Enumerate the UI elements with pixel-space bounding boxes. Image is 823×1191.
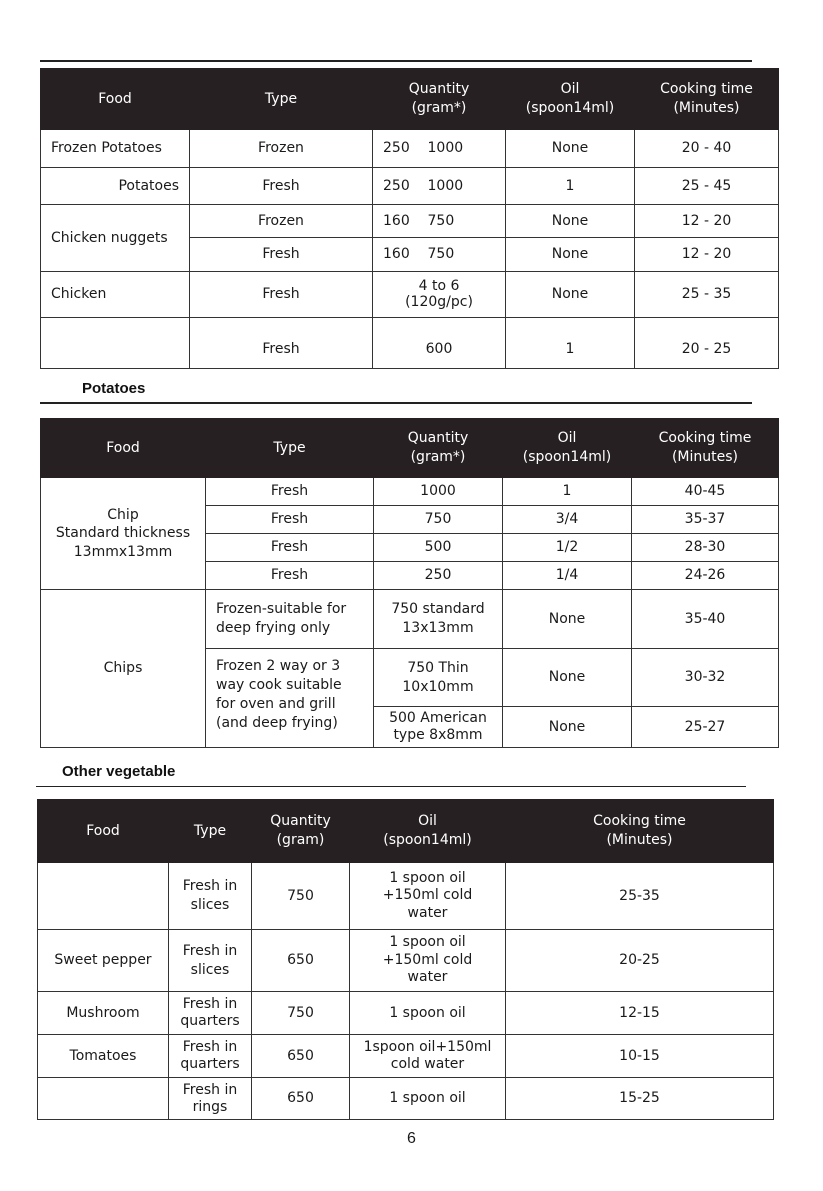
table-row bbox=[38, 863, 774, 930]
table-row bbox=[41, 168, 779, 205]
table-row bbox=[41, 130, 779, 168]
top-rule bbox=[40, 60, 752, 62]
type-cell: Fresh bbox=[190, 238, 373, 272]
quantity-cell: 650 bbox=[252, 1035, 350, 1078]
type-cell: Fresh in rings bbox=[169, 1078, 252, 1120]
time-cell: 25 - 45 bbox=[635, 168, 779, 205]
table-row bbox=[41, 590, 779, 649]
quantity-cell: 650 bbox=[252, 1078, 350, 1120]
table-potatoes bbox=[40, 418, 779, 748]
oil-cell: None bbox=[506, 205, 635, 238]
quantity-cell: 600 bbox=[373, 318, 506, 369]
oil-cell: None bbox=[506, 238, 635, 272]
time-cell: 24-26 bbox=[632, 562, 779, 590]
time-cell: 28-30 bbox=[632, 534, 779, 562]
oil-cell: None bbox=[503, 707, 632, 748]
time-cell: 20 - 25 bbox=[635, 318, 779, 369]
quantity-cell: 4 to 6 (120g/pc) bbox=[373, 272, 506, 318]
table-row bbox=[38, 930, 774, 992]
oil-cell: None bbox=[503, 649, 632, 707]
section-title-other-vegetable: Other vegetable bbox=[62, 763, 176, 780]
time-cell: 12 - 20 bbox=[635, 205, 779, 238]
type-cell: Frozen bbox=[190, 130, 373, 168]
section-rule bbox=[36, 786, 746, 787]
type-cell: Fresh bbox=[190, 318, 373, 369]
oil-cell: 1 spoon oil +150ml cold water bbox=[350, 863, 506, 930]
oil-cell: 1 bbox=[506, 318, 635, 369]
food-cell bbox=[38, 1078, 169, 1120]
header-type: Type bbox=[206, 419, 374, 478]
oil-cell: 1 spoon oil bbox=[350, 1078, 506, 1120]
quantity-cell: 250 bbox=[374, 562, 503, 590]
oil-cell: None bbox=[506, 272, 635, 318]
table-other-vegetable bbox=[37, 799, 774, 1120]
quantity-cell: 650 bbox=[252, 930, 350, 992]
time-cell: 12-15 bbox=[506, 992, 774, 1035]
table-row bbox=[38, 1078, 774, 1120]
table-row bbox=[38, 1035, 774, 1078]
type-cell: Frozen-suitable for deep frying only bbox=[206, 590, 374, 649]
quantity-cell: 500 bbox=[374, 534, 503, 562]
time-cell: 15-25 bbox=[506, 1078, 774, 1120]
header-quantity: Quantity (gram*) bbox=[374, 419, 503, 478]
table-fries-chicken bbox=[40, 68, 779, 369]
header-food: Food bbox=[38, 800, 169, 863]
time-cell: 40-45 bbox=[632, 478, 779, 506]
table-header-row bbox=[41, 419, 779, 478]
quantity-cell: 750 bbox=[252, 863, 350, 930]
oil-cell: 1spoon oil+150ml cold water bbox=[350, 1035, 506, 1078]
header-type: Type bbox=[169, 800, 252, 863]
table-header-row bbox=[41, 69, 779, 130]
food-cell: Chip Standard thickness 13mmx13mm bbox=[41, 478, 206, 590]
type-cell: Fresh in slices bbox=[169, 863, 252, 930]
type-cell: Fresh bbox=[206, 562, 374, 590]
type-cell: Fresh in quarters bbox=[169, 1035, 252, 1078]
table-row bbox=[41, 318, 779, 369]
food-cell: Sweet pepper bbox=[38, 930, 169, 992]
oil-cell: None bbox=[503, 590, 632, 649]
time-cell: 25-27 bbox=[632, 707, 779, 748]
table-row bbox=[41, 478, 779, 506]
food-cell: Chicken nuggets bbox=[41, 205, 190, 272]
quantity-cell: 750 standard 13x13mm bbox=[374, 590, 503, 649]
quantity-cell: 750 bbox=[252, 992, 350, 1035]
oil-cell: None bbox=[506, 130, 635, 168]
type-cell: Fresh bbox=[206, 506, 374, 534]
food-cell bbox=[41, 318, 190, 369]
time-cell: 20-25 bbox=[506, 930, 774, 992]
type-cell: Frozen bbox=[190, 205, 373, 238]
type-cell: Fresh bbox=[206, 478, 374, 506]
table-row bbox=[41, 272, 779, 318]
header-cooking-time: Cooking time (Minutes) bbox=[506, 800, 774, 863]
header-quantity: Quantity (gram*) bbox=[373, 69, 506, 130]
quantity-cell: 160 750 bbox=[373, 238, 506, 272]
header-quantity: Quantity (gram) bbox=[252, 800, 350, 863]
header-oil: Oil (spoon14ml) bbox=[350, 800, 506, 863]
table-row bbox=[41, 205, 779, 238]
time-cell: 30-32 bbox=[632, 649, 779, 707]
quantity-cell: 500 American type 8x8mm bbox=[374, 707, 503, 748]
page-number: 6 bbox=[407, 1130, 416, 1147]
type-cell: Fresh bbox=[206, 534, 374, 562]
time-cell: 25 - 35 bbox=[635, 272, 779, 318]
table-row bbox=[38, 992, 774, 1035]
header-food: Food bbox=[41, 69, 190, 130]
time-cell: 20 - 40 bbox=[635, 130, 779, 168]
food-cell: Frozen Potatoes bbox=[41, 130, 190, 168]
type-cell: Frozen 2 way or 3 way cook suitable for oven and grill (and deep frying) bbox=[206, 649, 374, 748]
oil-cell: 3/4 bbox=[503, 506, 632, 534]
type-cell: Fresh bbox=[190, 168, 373, 205]
type-cell: Fresh in quarters bbox=[169, 992, 252, 1035]
oil-cell: 1 bbox=[503, 478, 632, 506]
time-cell: 12 - 20 bbox=[635, 238, 779, 272]
time-cell: 25-35 bbox=[506, 863, 774, 930]
time-cell: 10-15 bbox=[506, 1035, 774, 1078]
header-cooking-time: Cooking time (Minutes) bbox=[632, 419, 779, 478]
time-cell: 35-37 bbox=[632, 506, 779, 534]
header-oil: Oil (spoon14ml) bbox=[503, 419, 632, 478]
type-cell: Fresh bbox=[190, 272, 373, 318]
food-cell: Chicken bbox=[41, 272, 190, 318]
section-title-potatoes: Potatoes bbox=[82, 380, 146, 397]
food-cell: Tomatoes bbox=[38, 1035, 169, 1078]
oil-cell: 1 spoon oil +150ml cold water bbox=[350, 930, 506, 992]
header-food: Food bbox=[41, 419, 206, 478]
oil-cell: 1/2 bbox=[503, 534, 632, 562]
table-header-row bbox=[38, 800, 774, 863]
oil-cell: 1 bbox=[506, 168, 635, 205]
food-cell: Potatoes bbox=[41, 168, 190, 205]
food-cell: Chips bbox=[41, 590, 206, 748]
quantity-cell: 750 bbox=[374, 506, 503, 534]
section-rule bbox=[40, 402, 752, 404]
header-type: Type bbox=[190, 69, 373, 130]
oil-cell: 1/4 bbox=[503, 562, 632, 590]
quantity-cell: 160 750 bbox=[373, 205, 506, 238]
type-cell: Fresh in slices bbox=[169, 930, 252, 992]
time-cell: 35-40 bbox=[632, 590, 779, 649]
quantity-cell: 250 1000 bbox=[373, 168, 506, 205]
header-oil: Oil (spoon14ml) bbox=[506, 69, 635, 130]
quantity-cell: 1000 bbox=[374, 478, 503, 506]
food-cell bbox=[38, 863, 169, 930]
quantity-cell: 750 Thin 10x10mm bbox=[374, 649, 503, 707]
header-cooking-time: Cooking time (Minutes) bbox=[635, 69, 779, 130]
quantity-cell: 250 1000 bbox=[373, 130, 506, 168]
oil-cell: 1 spoon oil bbox=[350, 992, 506, 1035]
food-cell: Mushroom bbox=[38, 992, 169, 1035]
